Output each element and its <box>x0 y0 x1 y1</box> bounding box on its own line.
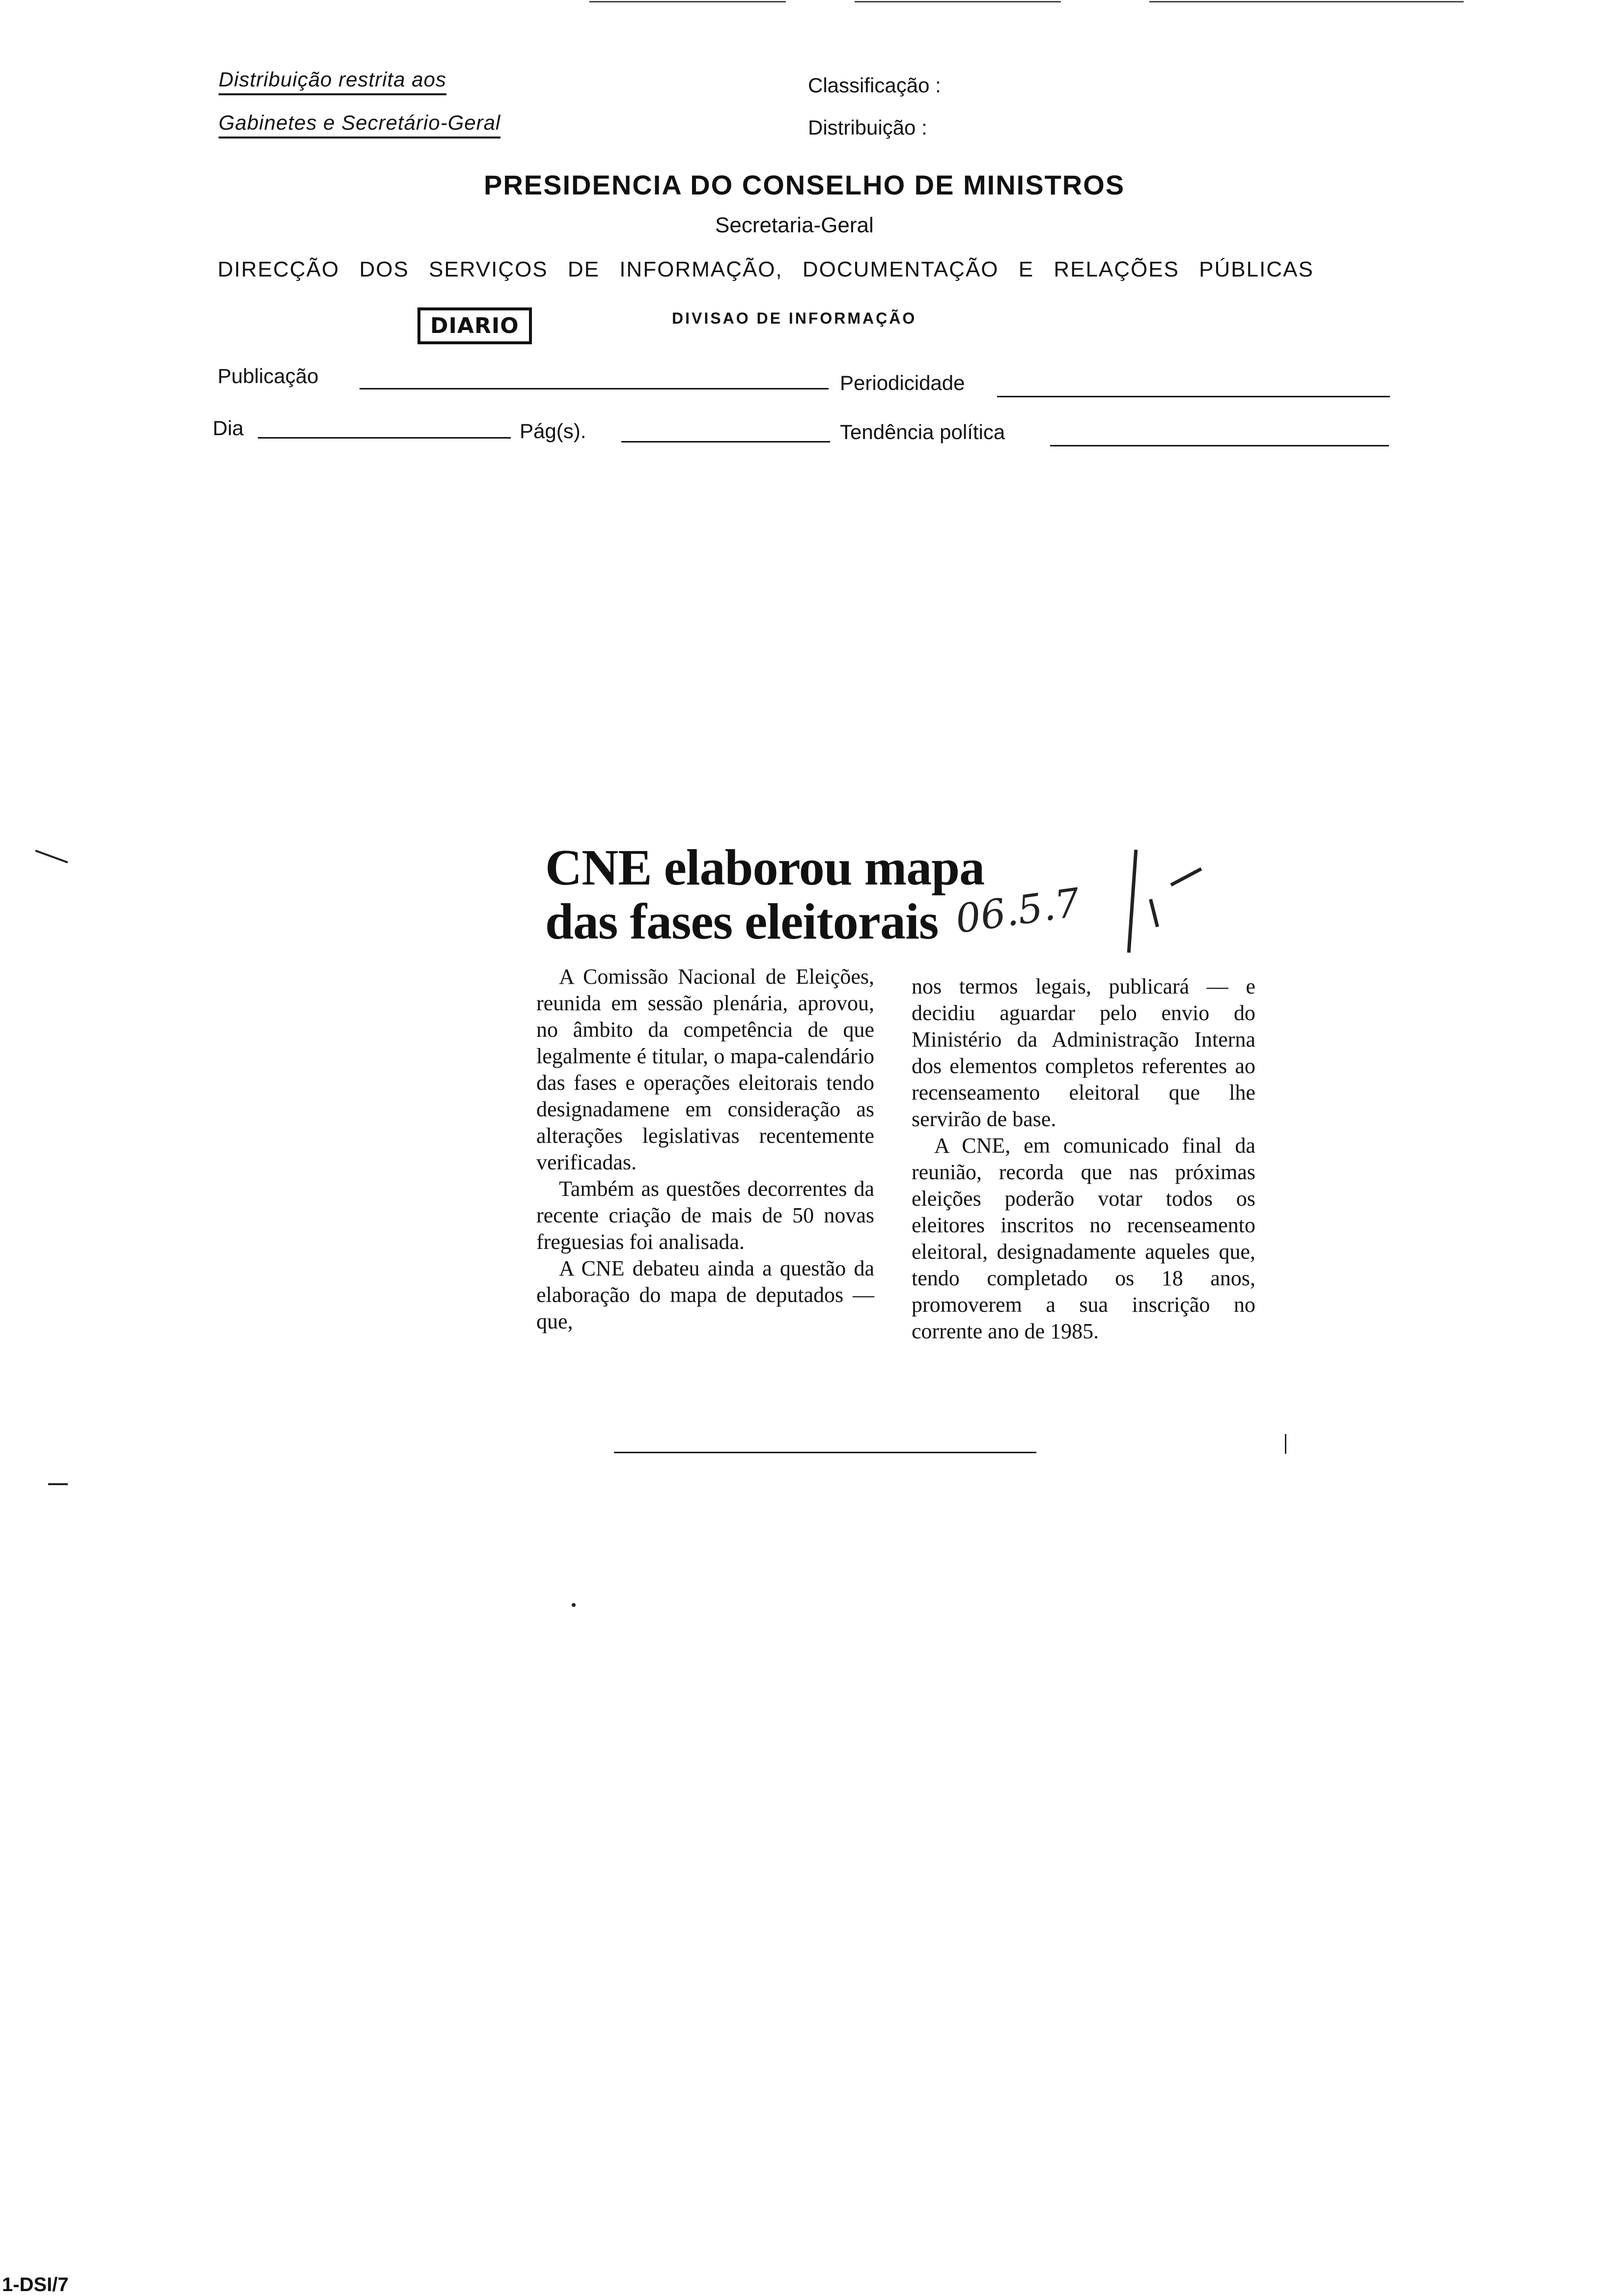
divisao-label: DIVISAO DE INFORMAÇÃO <box>672 309 917 327</box>
scan-dot <box>572 1603 576 1607</box>
handwritten-stroke-1 <box>1127 850 1138 953</box>
dia-label: Dia <box>213 416 244 440</box>
col1-paragraph-2: Também as questões decorrentes da recente criação de mais de 50 novas freguesias foi analisada. <box>536 1177 874 1254</box>
headline-line-2: das fases eleitorais <box>545 893 939 950</box>
restricted-distribution-line2: Gabinetes e Secretário-Geral <box>219 111 500 138</box>
classificacao-label: Classificação : <box>808 74 941 97</box>
scan-top-line-2 <box>855 1 1061 2</box>
clipping-bottom-rule <box>614 1452 1036 1453</box>
restricted-distribution-line1: Distribuição restrita aos <box>219 68 446 95</box>
headline-line-1: CNE elaborou mapa <box>545 839 985 896</box>
clipping-right-edge <box>1285 1434 1286 1454</box>
scan-top-line-3 <box>1149 1 1464 2</box>
corner-code: 1-DSI/7 <box>2 2274 69 2296</box>
scan-top-line-1 <box>589 1 786 2</box>
diario-stamp: DIARIO <box>417 307 532 344</box>
periodicidade-line <box>997 396 1390 397</box>
article-column-2 <box>912 973 1255 1345</box>
handwritten-stroke-2 <box>1170 867 1202 886</box>
publicacao-line <box>360 388 829 389</box>
tendencia-line <box>1050 445 1389 446</box>
article-column-1 <box>536 964 874 1335</box>
handwritten-stroke-3 <box>1149 899 1159 927</box>
pags-line <box>621 441 830 443</box>
pags-label: Pág(s). <box>520 419 586 443</box>
publicacao-label: Publicação <box>218 364 319 387</box>
dia-line <box>258 437 511 439</box>
tendencia-label: Tendência política <box>840 420 1005 443</box>
col2-paragraph-1: nos termos legais, publicará — e decidiu aguardar pelo envio do Ministério da Administração Interna dos elementos completos referentes ao recenseamento eleitoral que lhe servirão de base. <box>912 974 1255 1131</box>
col1-paragraph-1: A Comissão Nacional de Eleições, reunida em sessão plenária, aprovou, no âmbito da competência de que legalmente é titular, o mapa-calendário das fases e operações eleitorais tendo designadamene em consideração as alterações legislativas recentemente verificadas. <box>536 965 874 1174</box>
page-subtitle: Secretaria-Geral <box>715 213 874 237</box>
distribuicao-label: Distribuição : <box>808 116 927 139</box>
scan-mark-left-2 <box>48 1483 68 1485</box>
col1-paragraph-3: A CNE debateu ainda a questão da elaboração do mapa de deputados — que, <box>536 1256 874 1333</box>
periodicidade-label: Periodicidade <box>840 371 965 394</box>
direccao-line: DIRECÇÃO DOS SERVIÇOS DE INFORMAÇÃO, DOCUMENTAÇÃO E RELAÇÕES PÚBLICAS <box>218 257 1314 281</box>
page-title: PRESIDENCIA DO CONSELHO DE MINISTROS <box>484 169 1125 200</box>
scan-mark-left <box>35 850 68 863</box>
handwritten-date: 06.5.7 <box>952 879 1083 942</box>
col2-paragraph-2: A CNE, em comunicado final da reunião, recorda que nas próximas eleições poderão votar todos os eleitores inscritos no recenseamento eleitoral, designadamente aqueles que, tendo completado os 18 anos, promoverem a sua inscrição no corrente ano de 1985. <box>912 1134 1255 1343</box>
